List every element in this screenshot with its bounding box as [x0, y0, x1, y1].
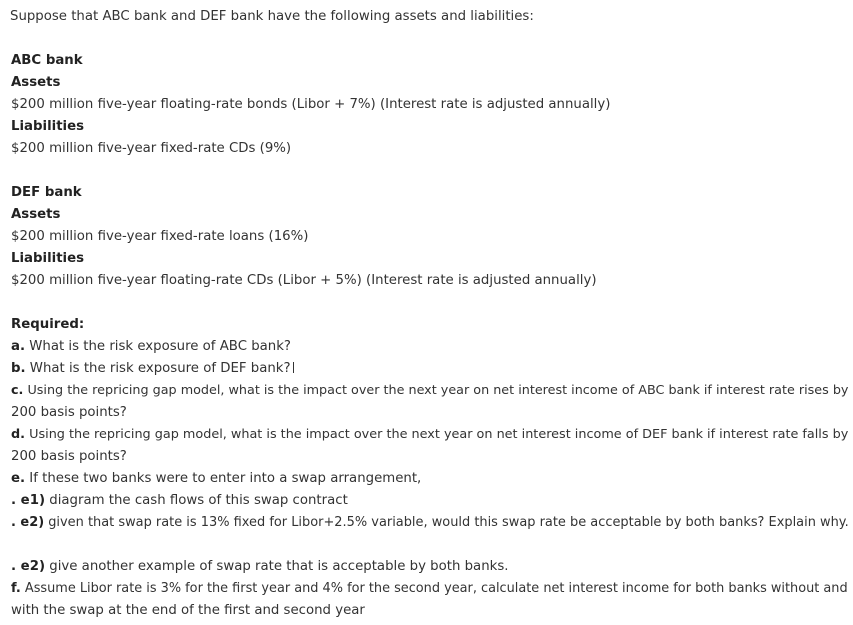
question-a: [11, 336, 849, 358]
question-e2-second-label: . e2): [11, 559, 46, 574]
def-liabilities-label: Liabilities: [11, 251, 85, 266]
question-b-text: What is the risk exposure of DEF bank?: [25, 361, 291, 376]
question-d-line-1: [11, 424, 849, 446]
question-c-label: c.: [11, 383, 24, 398]
question-d-label: d.: [11, 427, 26, 442]
question-e-label: e.: [11, 471, 26, 486]
question-c-line-1: [11, 380, 849, 402]
question-e2-text: given that swap rate is 13% fixed for Libor+2.5% variable, would this swap rate be acceptable by both banks? Explain why.: [44, 515, 849, 530]
text-cursor: [293, 362, 294, 373]
question-c-text-2: 200 basis points?: [11, 405, 127, 420]
def-assets-label: Assets: [11, 207, 61, 222]
question-e2: [11, 512, 849, 534]
def-liabilities-text: $200 million five-year floating-rate CDs (Libor + 5%) (Interest rate is adjusted annually): [11, 273, 597, 288]
abc-liabilities-text: $200 million five-year fixed-rate CDs (9%): [11, 141, 292, 156]
def-bank-heading: DEF bank: [11, 185, 82, 200]
question-f-line-1: [11, 578, 849, 600]
question-d-text-2: 200 basis points?: [11, 449, 127, 464]
question-a-label: a.: [11, 339, 26, 354]
abc-liabilities-label: Liabilities: [11, 119, 85, 134]
question-f-text-2: with the swap at the end of the first and second year: [11, 603, 365, 618]
abc-bank-heading: ABC bank: [11, 53, 83, 68]
intro-text: Suppose that ABC bank and DEF bank have the following assets and liabilities:: [10, 9, 534, 24]
question-a-text: What is the risk exposure of ABC bank?: [25, 339, 291, 354]
question-e2-label: . e2): [11, 515, 45, 530]
question-d-text-1: Using the repricing gap model, what is the impact over the next year on net interest income of DEF bank if interest rate falls by: [25, 427, 849, 442]
question-e2-second-text: give another example of swap rate that is acceptable by both banks.: [45, 559, 509, 574]
abc-assets-label: Assets: [11, 75, 61, 90]
question-e2-second: [11, 556, 849, 578]
question-f-text-1: Assume Libor rate is 3% for the first year and 4% for the second year, calculate net interest income for both banks without and: [20, 581, 848, 596]
required-heading: Required:: [11, 317, 85, 332]
question-b: [11, 358, 849, 380]
question-e1-text: diagram the cash flows of this swap contract: [45, 493, 348, 508]
question-e: [11, 468, 849, 490]
question-e-text: If these two banks were to enter into a swap arrangement,: [25, 471, 422, 486]
abc-assets-text: $200 million five-year floating-rate bonds (Libor + 7%) (Interest rate is adjusted annually): [11, 97, 611, 112]
question-e1: [11, 490, 849, 512]
question-c-text-1: Using the repricing gap model, what is the impact over the next year on net interest income of ABC bank if interest rate rises by: [23, 383, 849, 398]
question-e1-label: . e1): [11, 493, 46, 508]
question-b-label: b.: [11, 361, 26, 376]
question-f-label: f.: [11, 581, 21, 596]
def-assets-text: $200 million five-year fixed-rate loans (16%): [11, 229, 309, 244]
